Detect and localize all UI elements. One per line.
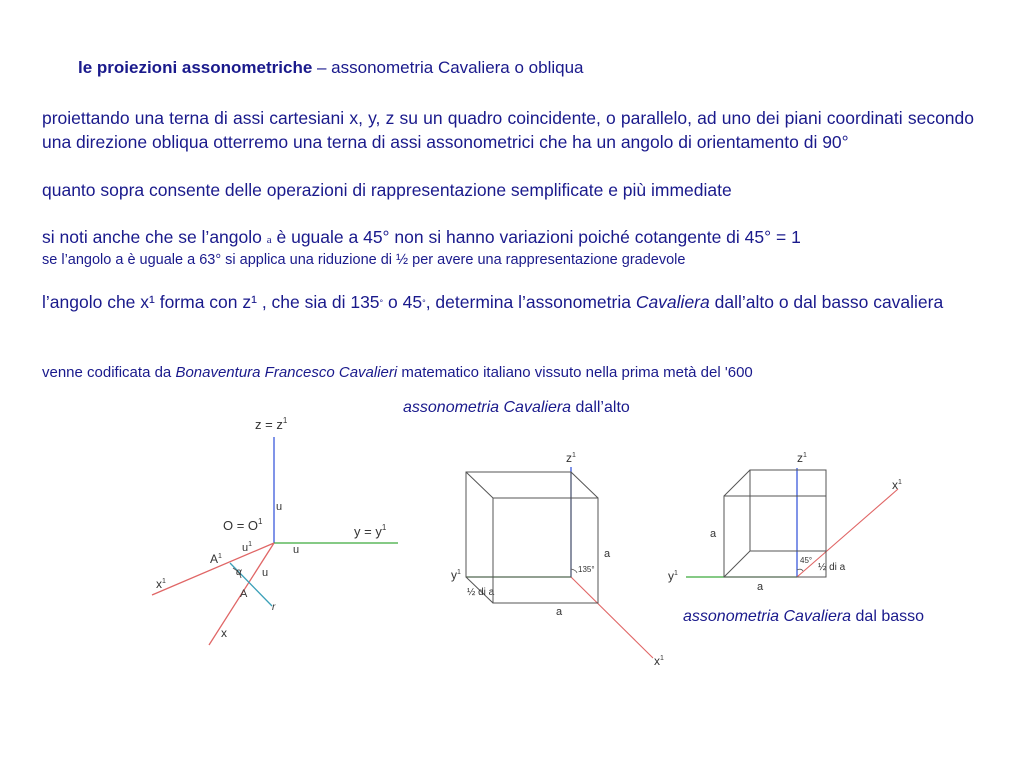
side-a-label: a [604,548,611,560]
r-label: r [272,602,276,613]
x1-axis-line [797,489,898,577]
z1-label: $z^1$ [566,451,576,465]
z1-label: $z^1$ [797,451,807,465]
o-equals-o1-label: $O = O^1$ [223,517,263,533]
p5-italic: Cavaliera [635,292,710,312]
title-bold: le proiezioni assonometriche [78,58,313,77]
p5-degree-2: ° [422,298,426,308]
title-rest: – assonometria Cavaliera o obliqua [312,58,584,77]
x1-label: $x^1$ [892,478,902,492]
bottom-a-label: a [556,606,563,618]
p5-text-a: l’angolo che x¹ forma con z¹ , che sia di 135 [42,292,380,312]
y1-label: $y^1$ [668,569,678,583]
u1-label: $u^1$ [242,541,253,554]
a1-point-label: $A^1$ [210,552,222,566]
caption-bottom-italic: assonometria Cavaliera [683,608,852,625]
side-a-label: a [710,528,717,540]
p3-text-b: è uguale a 45° non si hanno variazioni poiché cotangente di 45° = 1 [271,227,801,247]
p5-text-b: o 45 [383,292,423,312]
half-a-label: ½ di a [818,562,846,573]
bottom-a-label: a [757,581,764,593]
x1-axis-label: $x^1$ [156,577,166,591]
p6-text-b: matematico italiano vissuto nella prima metà del '600 [397,364,753,381]
caption-top-rest: dall’alto [571,399,630,416]
cube-back-face-partial [750,470,826,551]
paragraph-2: quanto sopra consente delle operazioni di rappresentazione semplificate e più immediate [42,180,732,200]
angle-45-label: 45° [800,556,813,565]
p5-text-d: dall’alto o dal basso cavaliera [709,292,944,312]
half-a-label: ½ di a [467,587,495,598]
p6-italic: Bonaventura Francesco Cavalieri [175,364,398,381]
p5-degree-1: ° [379,298,384,308]
u-label-z: u [276,501,283,513]
paragraph-1: proiettando una terna di assi cartesiani x, y, z su un quadro coincidente, o parallelo, ad uno dei piani coordinati secondo una direzione obliqua otterremo una terna di assi assonometrici che ha un angolo di orientamento di 90° [42,108,974,152]
y1-label: $y^1$ [451,568,461,582]
u-label-y: u [293,544,300,556]
angle-arc [797,569,803,571]
p6-text-a: venne codificata da [42,364,176,381]
y-equals-y1-label: $y = y^1$ [354,523,387,539]
p3-alpha: a [266,234,272,246]
x-axis-label: x [221,626,227,640]
x1-label: $x^1$ [654,654,664,668]
cube-edge-tl [724,470,750,496]
paragraph-4: se l’angolo a è uguale a 63° si applica una riduzione di ½ per avere una rappresentazione gradevole [42,252,686,268]
caption-top-italic: assonometria Cavaliera [403,399,572,416]
caption-bottom-rest: dal basso [851,608,925,625]
p5-text-c: , determina l’assonometria [425,292,636,312]
z-equals-z1-label: $z = z^1$ [255,416,288,432]
alpha-label: α [236,567,242,578]
u-label-x: u [262,567,269,579]
a-point-label: A [240,588,248,600]
angle-135-label: 135° [578,565,595,574]
p3-text-a: si noti anche che se l’angolo [42,227,267,247]
cube-edge-bl [724,551,750,577]
